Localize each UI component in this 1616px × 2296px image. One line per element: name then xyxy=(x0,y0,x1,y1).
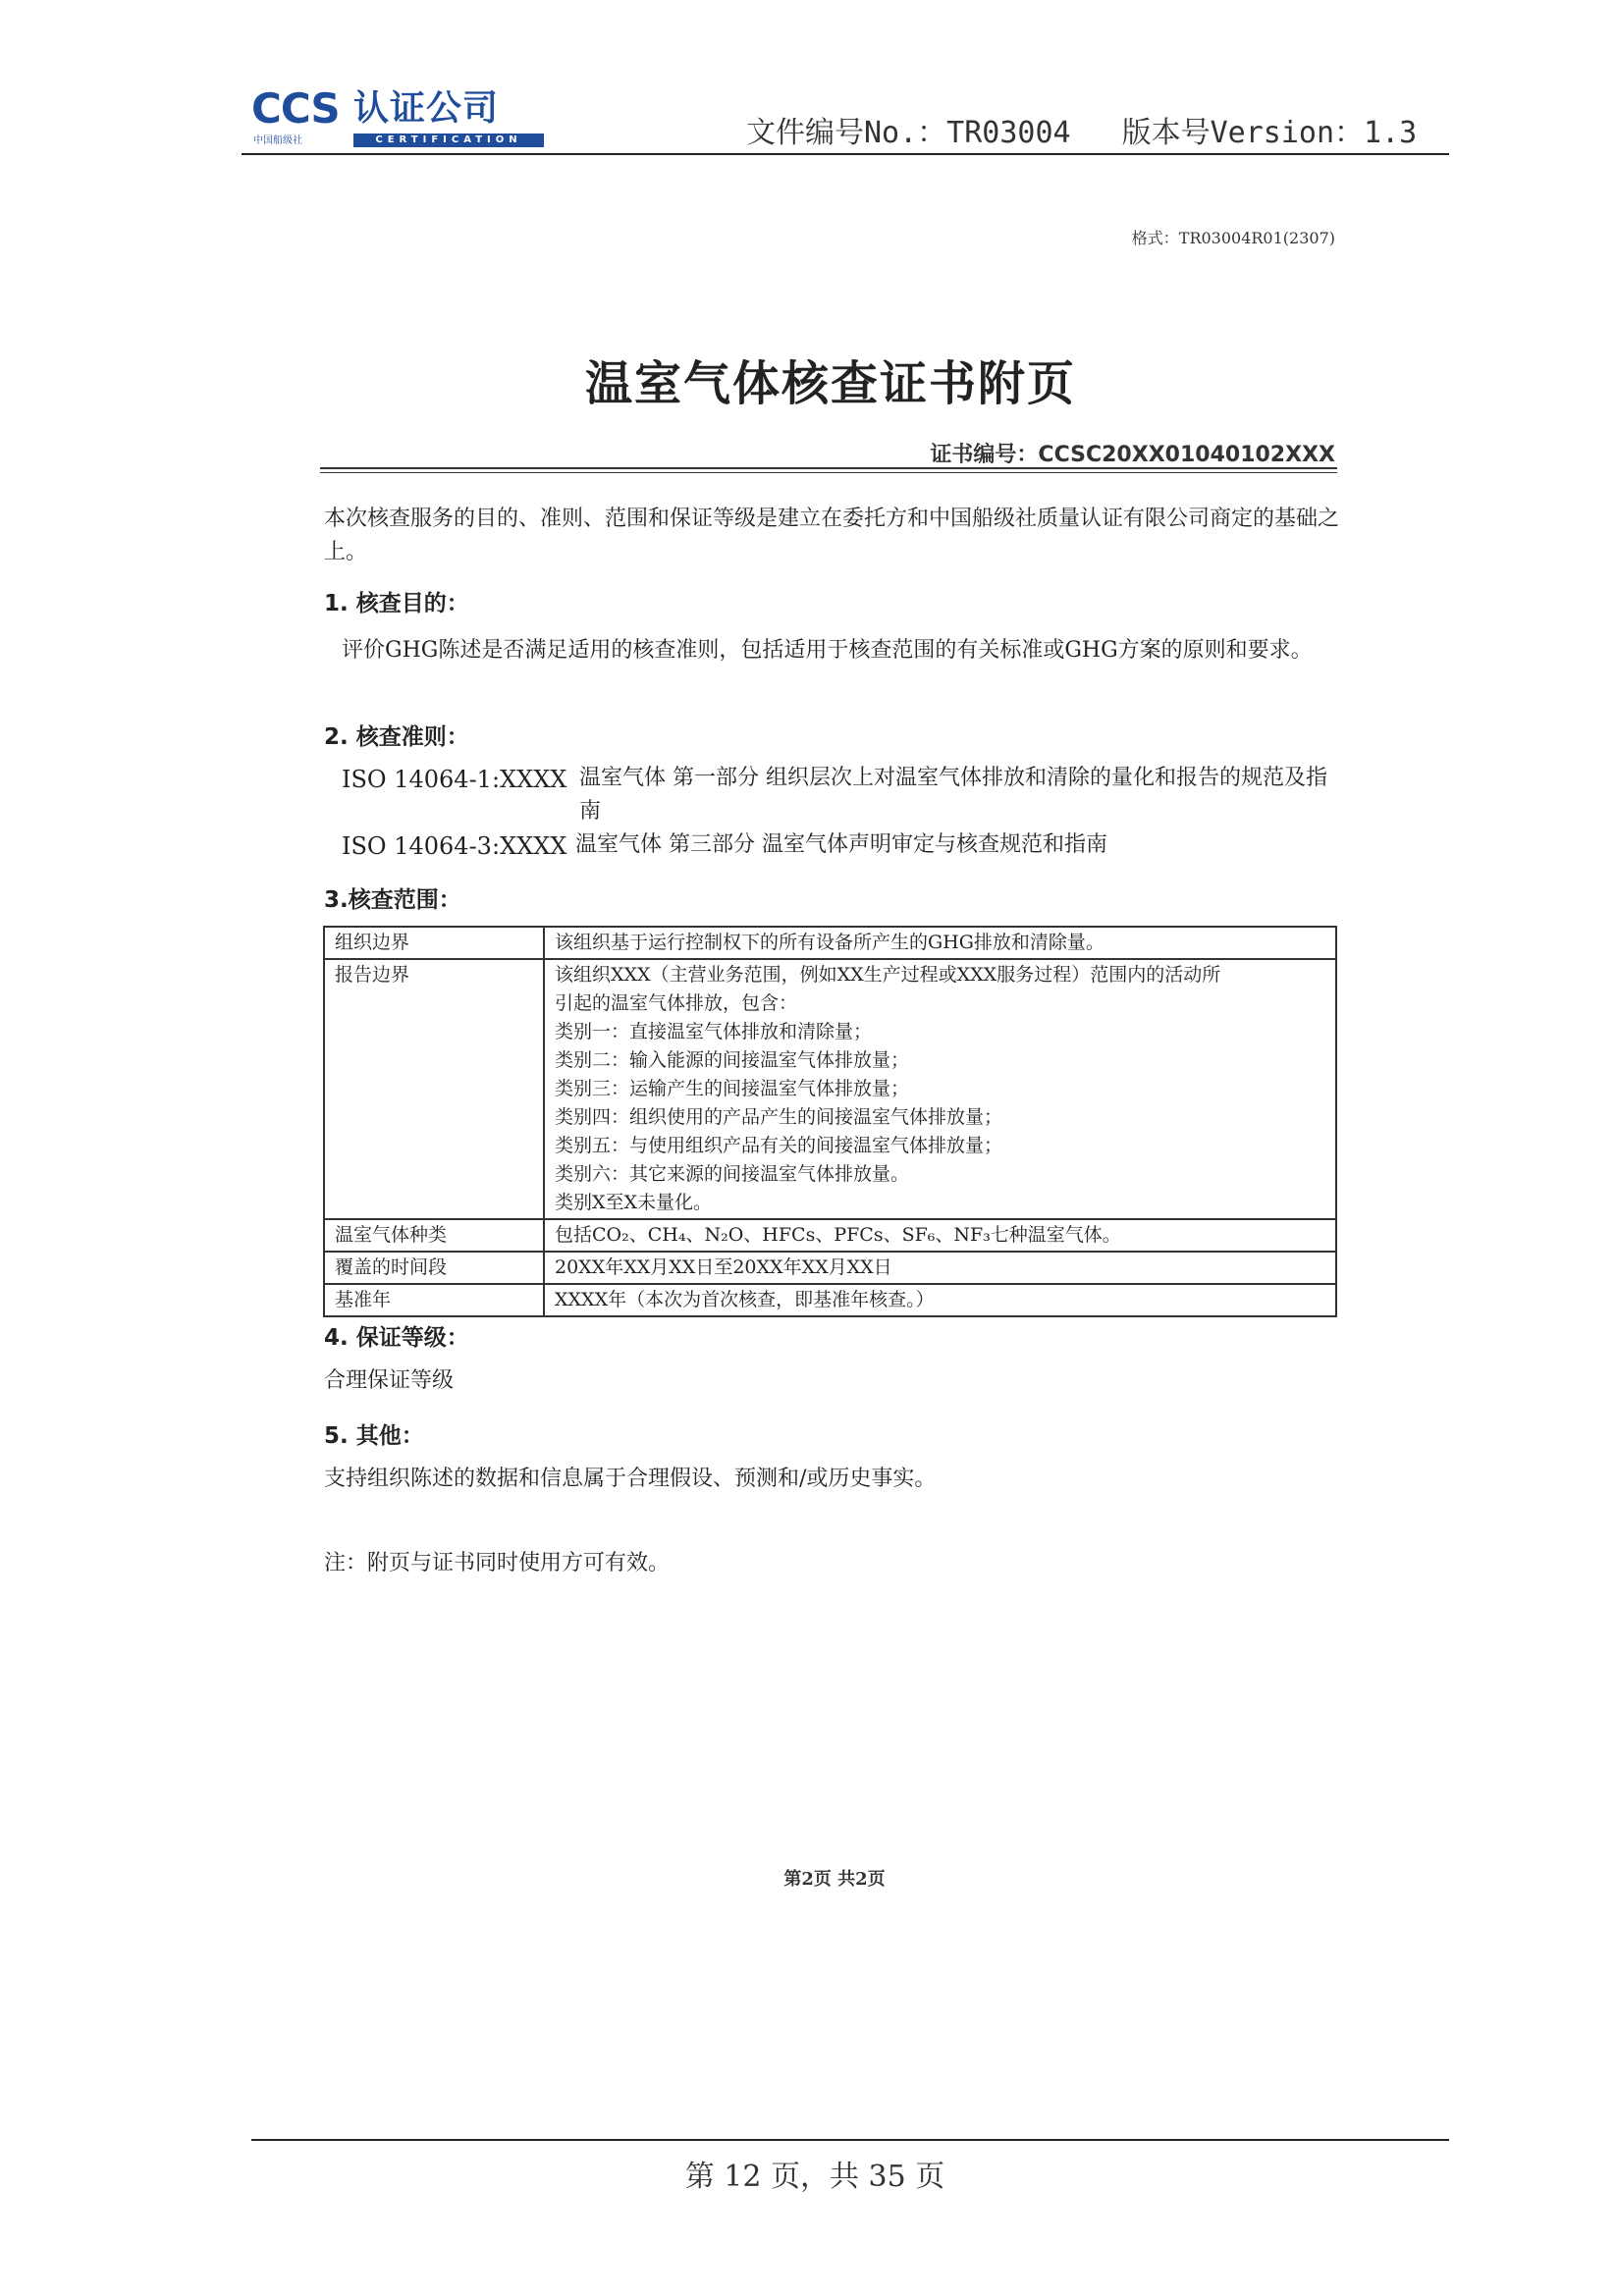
footer-divider xyxy=(251,2139,1449,2141)
page-title: 温室气体核查证书附页 xyxy=(584,356,1076,411)
table-cell-value xyxy=(544,1284,1336,1316)
section-4-text: 合理保证等级 xyxy=(324,1368,455,1393)
inner-page-number: 第2页 共2页 xyxy=(783,1869,886,1890)
table-line: 类别四：组织使用的产品产生的间接温室气体排放量； xyxy=(555,1106,1003,1128)
section-3-heading: 3.核查范围： xyxy=(324,887,461,913)
document-number-version xyxy=(746,108,1433,151)
table-line: 类别一：直接温室气体排放和清除量； xyxy=(555,1021,873,1042)
section-5-text: 支持组织陈述的数据和信息属于合理假设、预测和/或历史事实。 xyxy=(324,1467,937,1491)
table-line: 类别三：运输产生的间接温室气体排放量； xyxy=(555,1078,910,1099)
logo-ccs-text: CCS xyxy=(251,84,340,133)
verification-scope-table xyxy=(323,926,1337,1317)
criterion-2-description: 温室气体 第三部分 温室气体声明审定与核查规范和指南 xyxy=(575,832,1107,857)
logo-chinese-text: 认证公司 xyxy=(353,88,500,129)
title-divider-thin xyxy=(320,472,1337,473)
validity-note: 注：附页与证书同时使用方可有效。 xyxy=(324,1551,671,1575)
table-cell-key: 组织边界 xyxy=(324,927,544,959)
criterion-2-code: ISO 14064-3:XXXX xyxy=(342,832,567,860)
table-line: 类别X至X未量化。 xyxy=(555,1192,713,1213)
criterion-1-code: ISO 14064-1:XXXX xyxy=(342,766,567,793)
table-cell-value xyxy=(544,927,1336,959)
section-5-heading: 5. 其他： xyxy=(324,1423,424,1449)
table-line: 20XX年XX月XX日至20XX年XX月XX日 xyxy=(555,1256,892,1278)
table-row xyxy=(324,1284,1336,1316)
table-line: XXXX年（本次为首次核查，即基准年核查。） xyxy=(555,1289,935,1310)
table-cell-value xyxy=(544,1219,1336,1252)
table-line: 类别六：其它来源的间接温室气体排放量。 xyxy=(555,1163,910,1185)
table-row xyxy=(324,1252,1336,1284)
page-number: 第 12 页，共 35 页 xyxy=(684,2160,945,2194)
version-number: 版本号Version：1.3 xyxy=(1121,116,1418,150)
table-line: 类别二：输入能源的间接温室气体排放量； xyxy=(555,1049,910,1071)
table-line: 引起的温室气体排放，包含： xyxy=(555,992,798,1014)
document-number: 文件编号No.：TR03004 xyxy=(746,116,1071,150)
table-cell-key: 覆盖的时间段 xyxy=(324,1252,544,1284)
table-row xyxy=(324,927,1336,959)
section-2-heading: 2. 核查准则： xyxy=(324,724,469,750)
table-row xyxy=(324,959,1336,1219)
table-line: 包括CO₂、CH₄、N₂O、HFCs、PFCs、SF₆、NF₃七种温室气体。 xyxy=(555,1224,1121,1246)
table-cell-value xyxy=(544,959,1336,1219)
table-cell-key: 温室气体种类 xyxy=(324,1219,544,1252)
section-1-text: 评价GHG陈述是否满足适用的核查准则，包括适用于核查范围的有关标准或GHG方案的原则和要求。 xyxy=(342,638,1313,663)
table-cell-key: 报告边界 xyxy=(324,959,544,1219)
header-divider xyxy=(242,153,1449,155)
ccs-certification-logo xyxy=(251,86,546,145)
section-4-heading: 4. 保证等级： xyxy=(324,1325,469,1351)
table-cell-key: 基准年 xyxy=(324,1284,544,1316)
certificate-number: 证书编号：CCSC20XX01040102XXX xyxy=(930,443,1335,467)
logo-certification-band: CERTIFICATION xyxy=(353,133,544,147)
format-code: 格式：TR03004R01(2307) xyxy=(1131,229,1335,247)
title-divider xyxy=(320,467,1337,469)
table-line: 类别五：与使用组织产品有关的间接温室气体排放量； xyxy=(555,1135,1003,1156)
logo-subtitle: 中国船级社 xyxy=(253,135,302,146)
table-cell-value xyxy=(544,1252,1336,1284)
criterion-1-description: 温室气体 第一部分 组织层次上对温室气体排放和清除的量化和报告的规范及指南 xyxy=(579,766,1327,824)
table-row xyxy=(324,1219,1336,1252)
table-line: 该组织基于运行控制权下的所有设备所产生的GHG排放和清除量。 xyxy=(555,932,1104,953)
table-line: 该组织XXX（主营业务范围，例如XX生产过程或XXX服务过程）范围内的活动所 xyxy=(555,964,1221,986)
section-1-heading: 1. 核查目的： xyxy=(324,591,469,616)
intro-paragraph: 本次核查服务的目的、准则、范围和保证等级是建立在委托方和中国船级社质量认证有限公司商定的基础之上。 xyxy=(324,507,1340,564)
